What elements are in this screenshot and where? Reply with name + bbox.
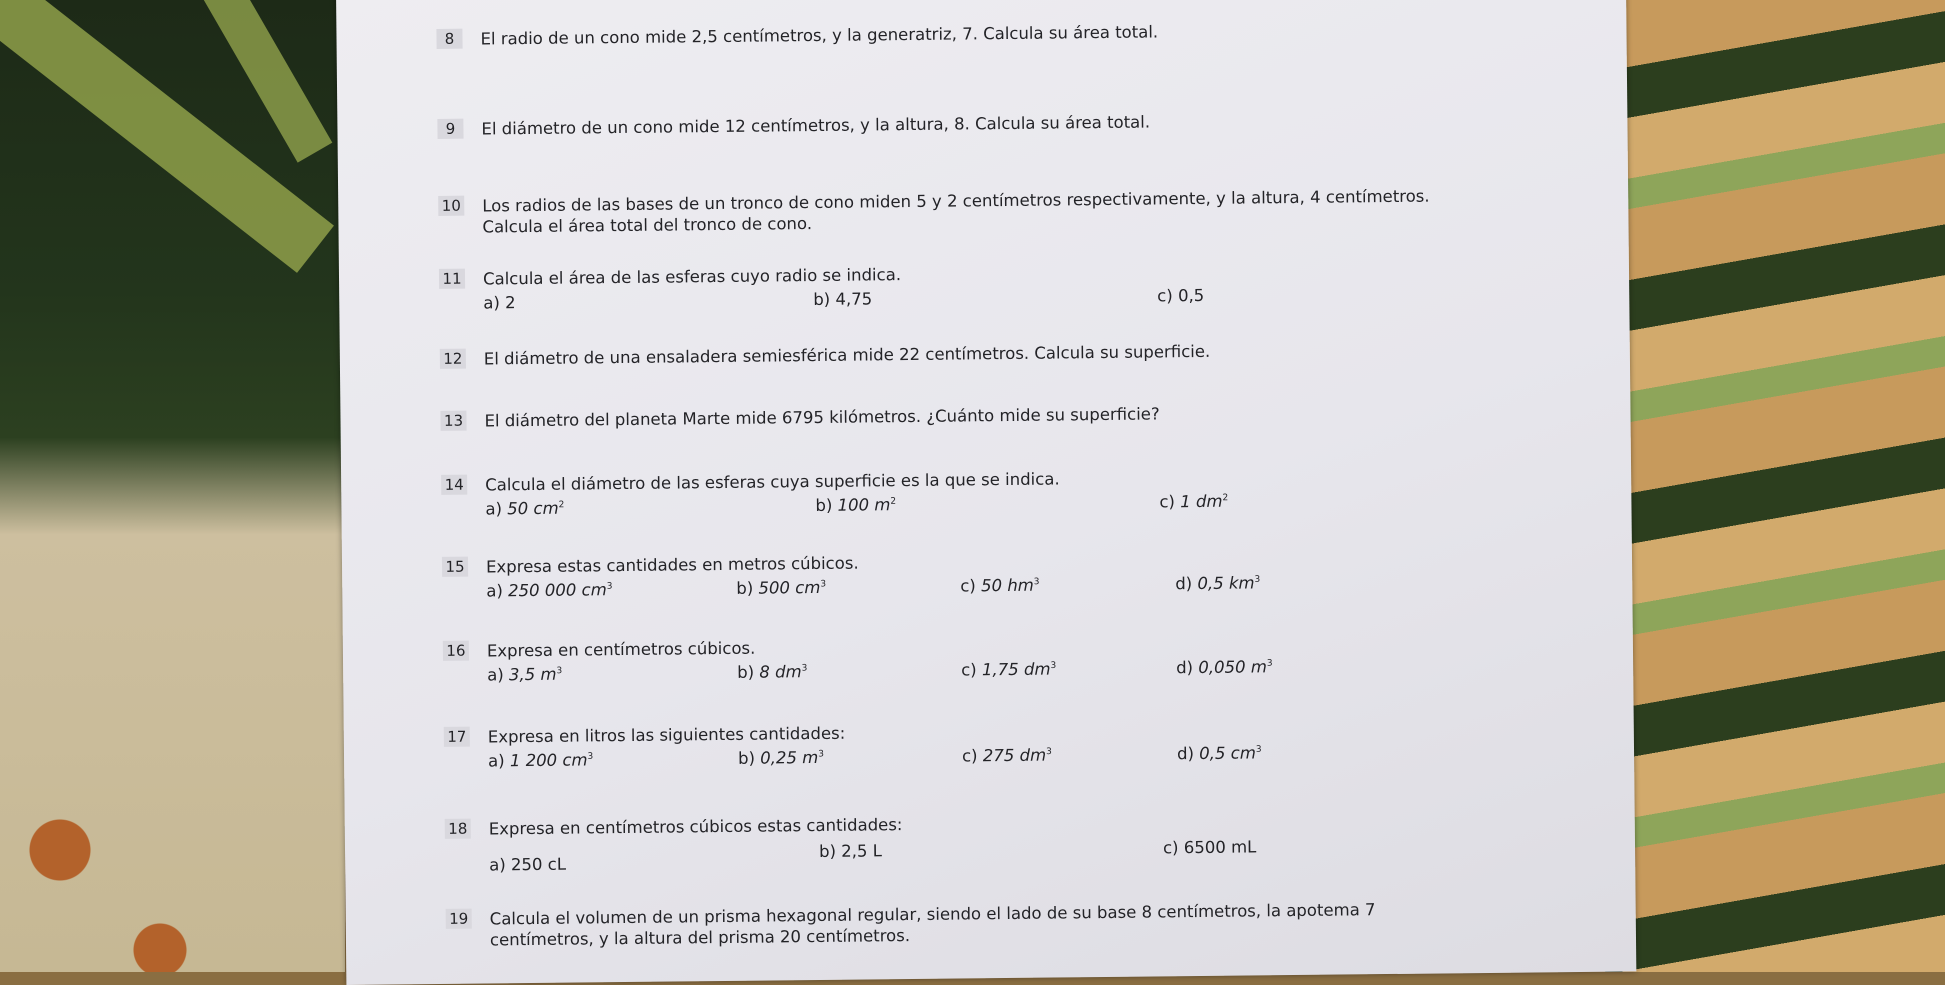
exercise-statement: El diámetro de un cono mide 12 centímetros, y la altura, 8. Calcula su área total. <box>481 112 1151 139</box>
exercise-list <box>436 17 1566 950</box>
exercise-number: 10 <box>438 196 464 216</box>
exercise-8 <box>436 17 1566 49</box>
option-d: d) 0,5 $km^3$ <box>1175 573 1261 594</box>
worksheet-page <box>336 0 1636 985</box>
option-a: a) 3,5 $m^3$ <box>487 664 563 685</box>
exercise-number: 13 <box>440 411 466 431</box>
exercise-16 <box>443 629 1573 685</box>
option-a: a) 1 200 $cm^3$ <box>487 750 594 771</box>
exercise-15 <box>442 545 1572 601</box>
exercise-number: 16 <box>443 641 469 661</box>
option-b: b) 0,25 $m^3$ <box>737 747 825 768</box>
option-c: c) 1 $dm^2$ <box>1159 491 1229 512</box>
exercise-number: 14 <box>441 475 467 495</box>
exercise-11 <box>439 257 1569 313</box>
exercise-13 <box>440 399 1570 431</box>
exercise-number: 18 <box>445 819 471 839</box>
exercise-number: 15 <box>442 557 468 577</box>
option-c: c) 275 $dm^3$ <box>961 745 1052 766</box>
option-c: c) 0,5 <box>1157 285 1205 306</box>
exercise-number: 19 <box>446 909 472 929</box>
exercise-17 <box>444 715 1574 771</box>
exercise-statement: El radio de un cono mide 2,5 centímetros, y la generatriz, 7. Calcula su área total. <box>480 22 1159 49</box>
exercise-statement: Los radios de las bases de un tronco de cono miden 5 y 2 centímetros respectivamente, y la altura, 4 centímetros. Calcula el área total del tronco de cono. <box>482 186 1430 237</box>
option-d: d) 0,5 $cm^3$ <box>1176 743 1262 764</box>
option-b: b) 100 $m^2$ <box>815 495 897 516</box>
exercise-statement: Calcula el volumen de un prisma hexagonal regular, siendo el lado de su base 8 centímetros, la apotema 7 centímetros, y la altura del prisma 20 centímetros. <box>489 900 1376 950</box>
exercise-18 <box>445 807 1575 875</box>
option-c: c) 1,75 $dm^3$ <box>961 659 1057 680</box>
option-b: b) 500 $cm^3$ <box>736 577 827 598</box>
option-a: a) 2 <box>483 293 516 313</box>
option-d: d) 0,050 $m^3$ <box>1176 657 1273 678</box>
option-b: b) 8 $dm^3$ <box>737 662 808 682</box>
exercise-14 <box>441 463 1571 519</box>
exercise-statement: El diámetro de una ensaladera semiesférica mide 22 centímetros. Calcula su superficie. <box>483 341 1211 369</box>
exercise-statement: El diámetro del planeta Marte mide 6795 kilómetros. ¿Cuánto mide su superficie? <box>484 404 1160 431</box>
blanket-right <box>1605 0 1945 972</box>
exercise-number: 12 <box>440 349 466 369</box>
exercise-statement: Expresa estas cantidades en metros cúbicos. <box>485 553 859 577</box>
exercise-number: 11 <box>439 269 465 289</box>
exercise-statement: Expresa en centímetros cúbicos. <box>486 638 756 661</box>
option-a: a) 250 000 $cm^3$ <box>486 580 613 601</box>
option-c: c) 50 $hm^3$ <box>960 575 1040 596</box>
exercise-number: 17 <box>444 727 470 747</box>
exercise-statement: Expresa en litros las siguientes cantidades: <box>487 723 846 747</box>
option-a: a) 250 cL <box>489 854 567 875</box>
options-row <box>473 834 1473 875</box>
exercise-statement: Expresa en centímetros cúbicos estas cantidades: <box>488 815 903 839</box>
option-a: a) 50 $cm^2$ <box>485 498 565 519</box>
exercise-number: 9 <box>437 119 463 139</box>
option-c: c) 6500 mL <box>1162 837 1257 858</box>
exercise-9 <box>437 107 1567 139</box>
exercise-10 <box>438 184 1568 237</box>
exercise-statement: Calcula el diámetro de las esferas cuya superficie es la que se indica. <box>485 469 1060 495</box>
option-b: b) 2,5 L <box>818 841 883 861</box>
exercise-statement: Calcula el área de las esferas cuyo radio se indica. <box>482 265 902 289</box>
option-b: b) 4,75 <box>813 289 873 310</box>
exercise-12 <box>440 337 1570 369</box>
exercise-number: 8 <box>436 29 462 49</box>
exercise-19 <box>446 897 1576 950</box>
